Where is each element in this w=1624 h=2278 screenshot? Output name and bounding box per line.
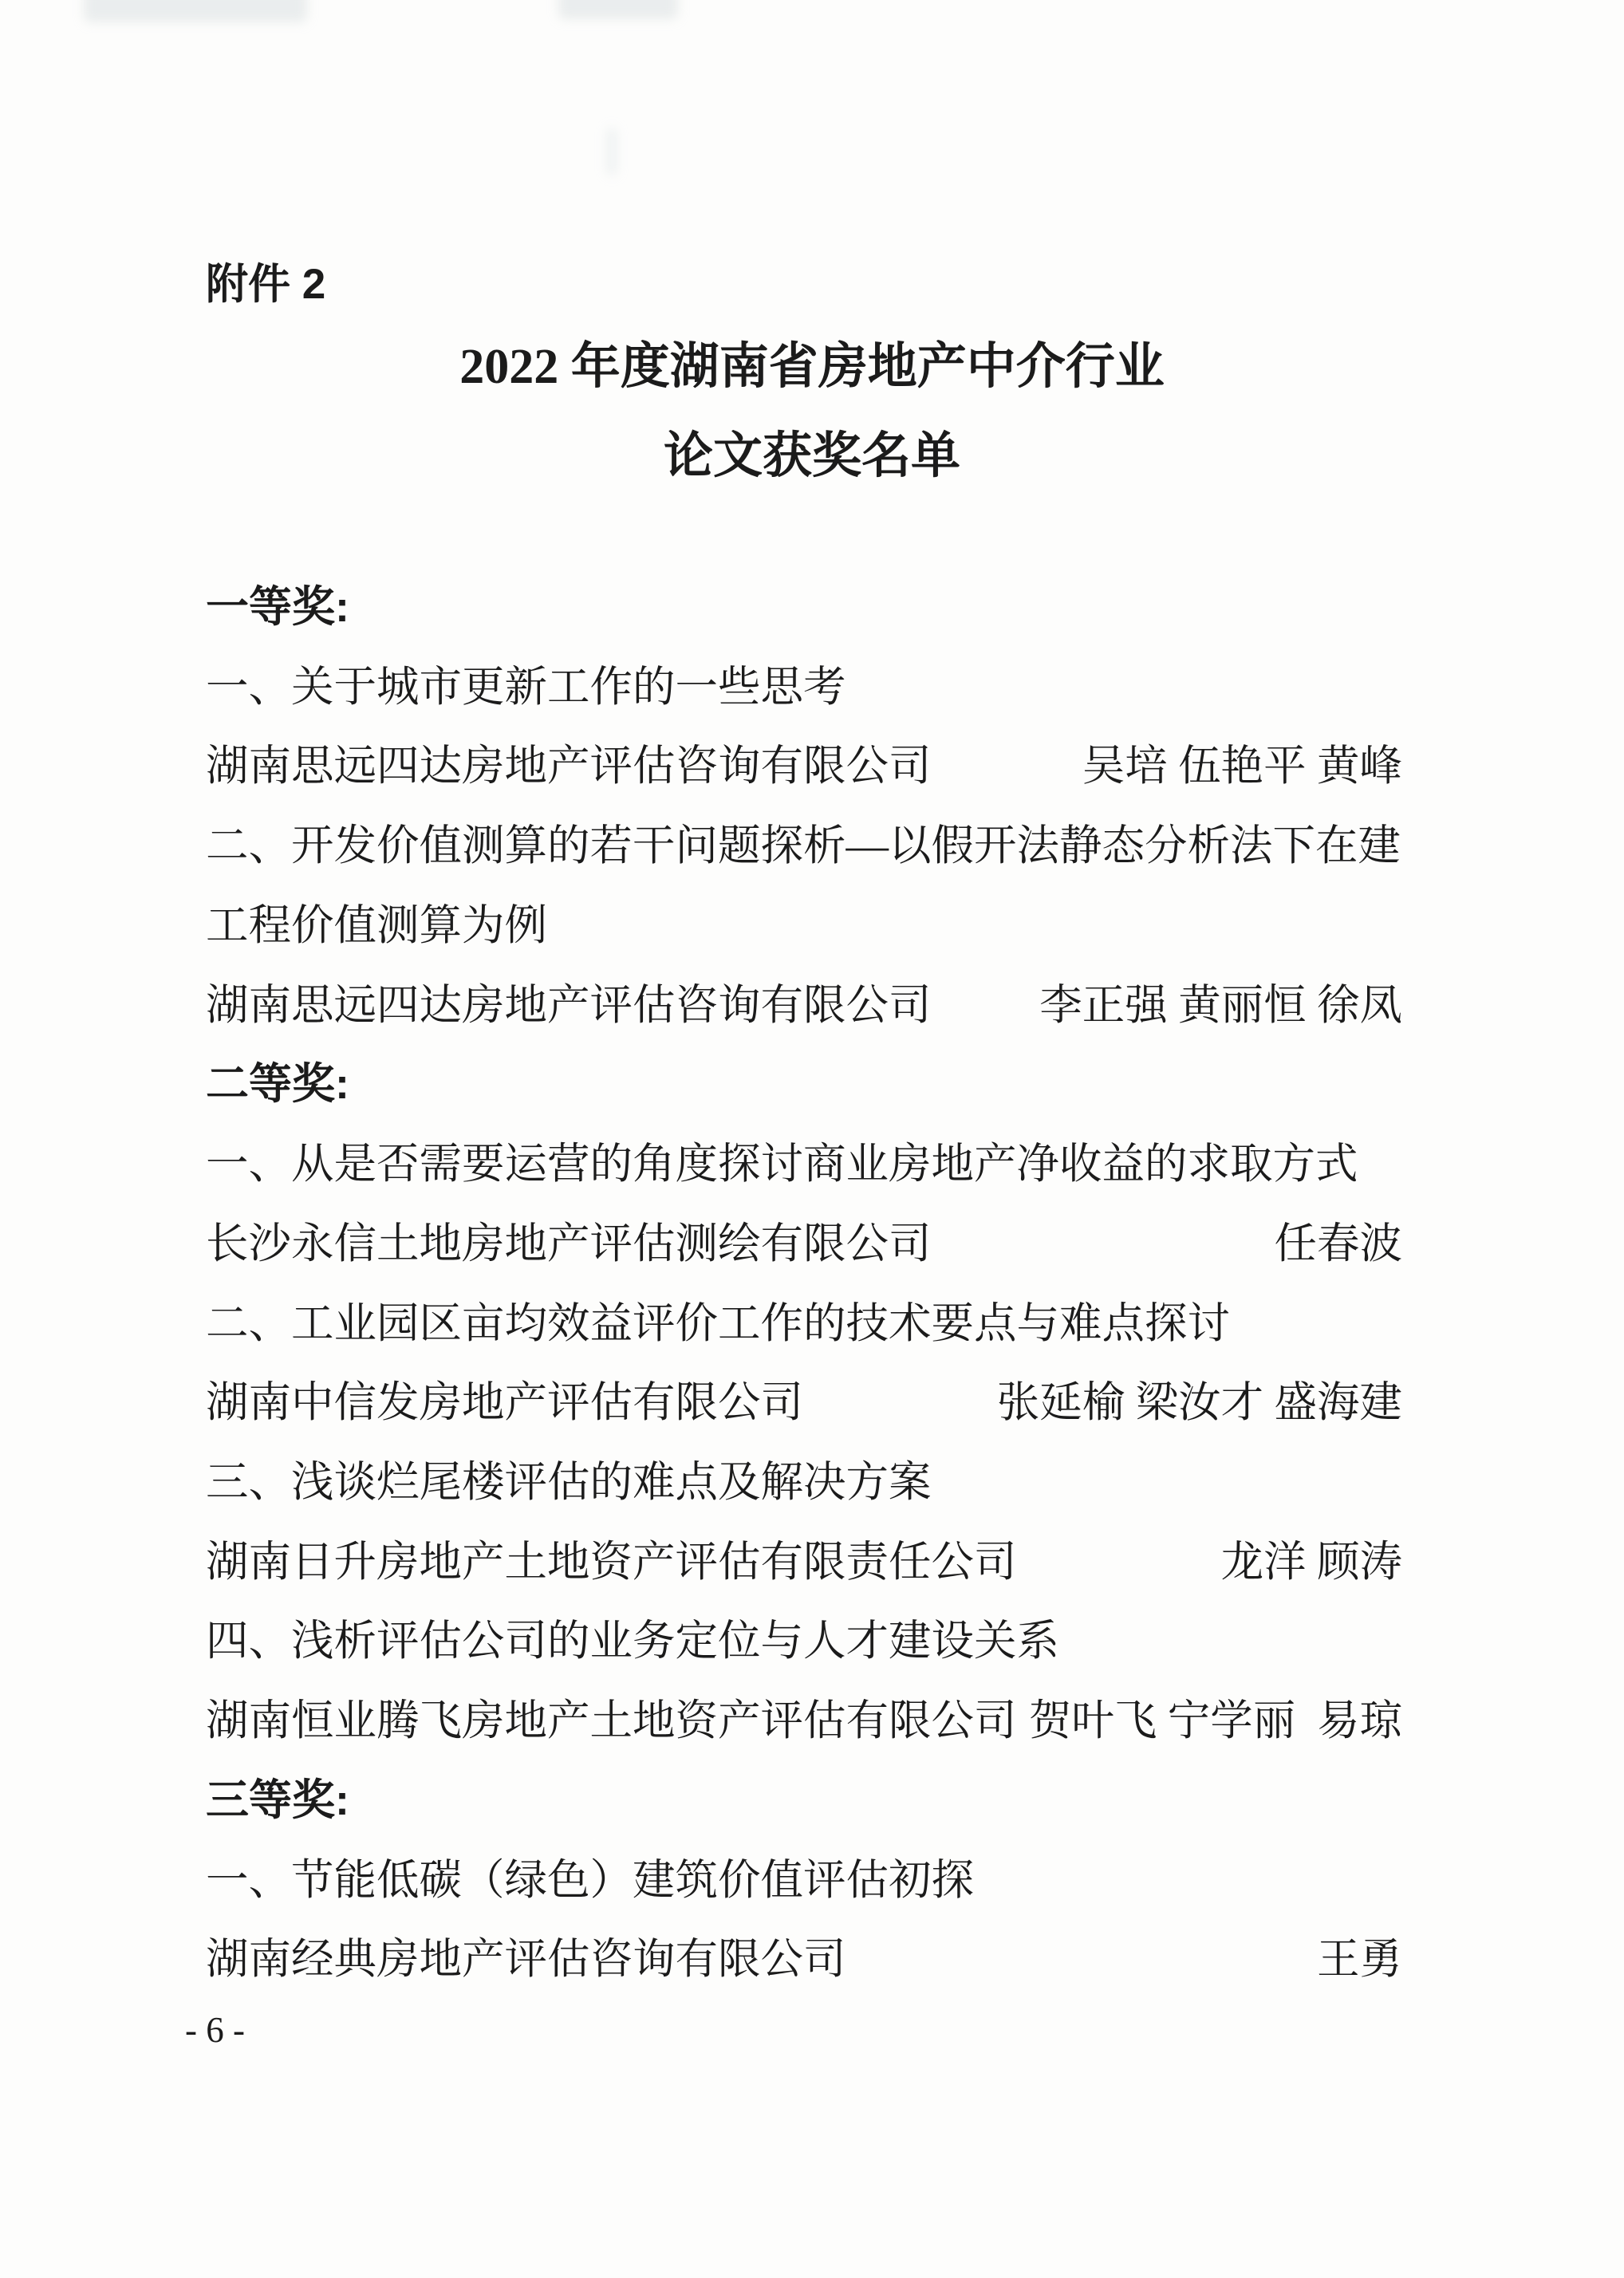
document-title-line2: 论文获奖名单 bbox=[663, 429, 960, 483]
document-title-line1: 2022 年度湖南省房地产中介行业 bbox=[459, 340, 1165, 394]
paper-title: 三、浅谈烂尾楼评估的难点及解决方案 bbox=[206, 1458, 932, 1506]
company-authors-row bbox=[206, 1377, 1402, 1427]
author-names: 任春波 bbox=[1274, 1220, 1402, 1267]
author-names: 张延榆 梁汝才 盛海建 bbox=[996, 1378, 1402, 1426]
page-number: - 6 - bbox=[185, 2010, 245, 2050]
scan-artifact bbox=[84, 0, 307, 22]
company-name: 湖南中信发房地产评估有限公司 bbox=[206, 1378, 803, 1426]
author-names: 龙洋 顾涛 bbox=[1220, 1538, 1402, 1586]
paper-title: 四、浅析评估公司的业务定位与人才建设关系 bbox=[206, 1617, 1059, 1665]
company-name: 长沙永信土地房地产评估测绘有限公司 bbox=[206, 1220, 932, 1267]
paper-title: 一、从是否需要运营的角度探讨商业房地产净收益的求取方式 bbox=[206, 1140, 1358, 1188]
company-authors-row bbox=[206, 1934, 1402, 1984]
company-name: 湖南思远四达房地产评估咨询有限公司 bbox=[206, 981, 932, 1029]
section-heading-first-prize: 一等奖: bbox=[206, 583, 349, 631]
paper-title: 一、关于城市更新工作的一些思考 bbox=[206, 663, 846, 711]
company-authors-row bbox=[206, 980, 1402, 1030]
paper-title: 二、工业园区亩均效益评价工作的技术要点与难点探讨 bbox=[206, 1299, 1230, 1347]
scan-artifact bbox=[606, 128, 617, 175]
paper-title-continuation: 工程价值测算为例 bbox=[206, 901, 547, 949]
section-heading-second-prize: 二等奖: bbox=[206, 1060, 349, 1108]
company-name: 湖南恒业腾飞房地产土地资产评估有限公司 bbox=[206, 1697, 1017, 1744]
author-names: 贺叶飞 宁学丽 易琼 bbox=[1028, 1697, 1402, 1744]
company-name: 湖南经典房地产评估咨询有限公司 bbox=[206, 1935, 846, 1983]
company-name: 湖南思远四达房地产评估咨询有限公司 bbox=[206, 742, 932, 790]
company-authors-row bbox=[206, 1219, 1402, 1268]
company-authors-row bbox=[206, 1537, 1402, 1586]
company-authors-row bbox=[206, 741, 1402, 790]
paper-title: 二、开发价值测算的若干问题探析—以假开法静态分析法下在建 bbox=[206, 822, 1401, 869]
company-name: 湖南日升房地产土地资产评估有限责任公司 bbox=[206, 1538, 1017, 1586]
author-names: 李正强 黄丽恒 徐凤 bbox=[1039, 981, 1402, 1029]
author-names: 王勇 bbox=[1317, 1935, 1402, 1983]
paper-title: 一、节能低碳（绿色）建筑价值评估初探 bbox=[206, 1856, 974, 1904]
attachment-label: 附件 2 bbox=[206, 261, 326, 308]
section-heading-third-prize: 三等奖: bbox=[206, 1776, 349, 1824]
author-names: 吴培 伍艳平 黄峰 bbox=[1082, 742, 1402, 790]
company-authors-row bbox=[206, 1696, 1402, 1745]
scan-artifact bbox=[558, 0, 678, 19]
